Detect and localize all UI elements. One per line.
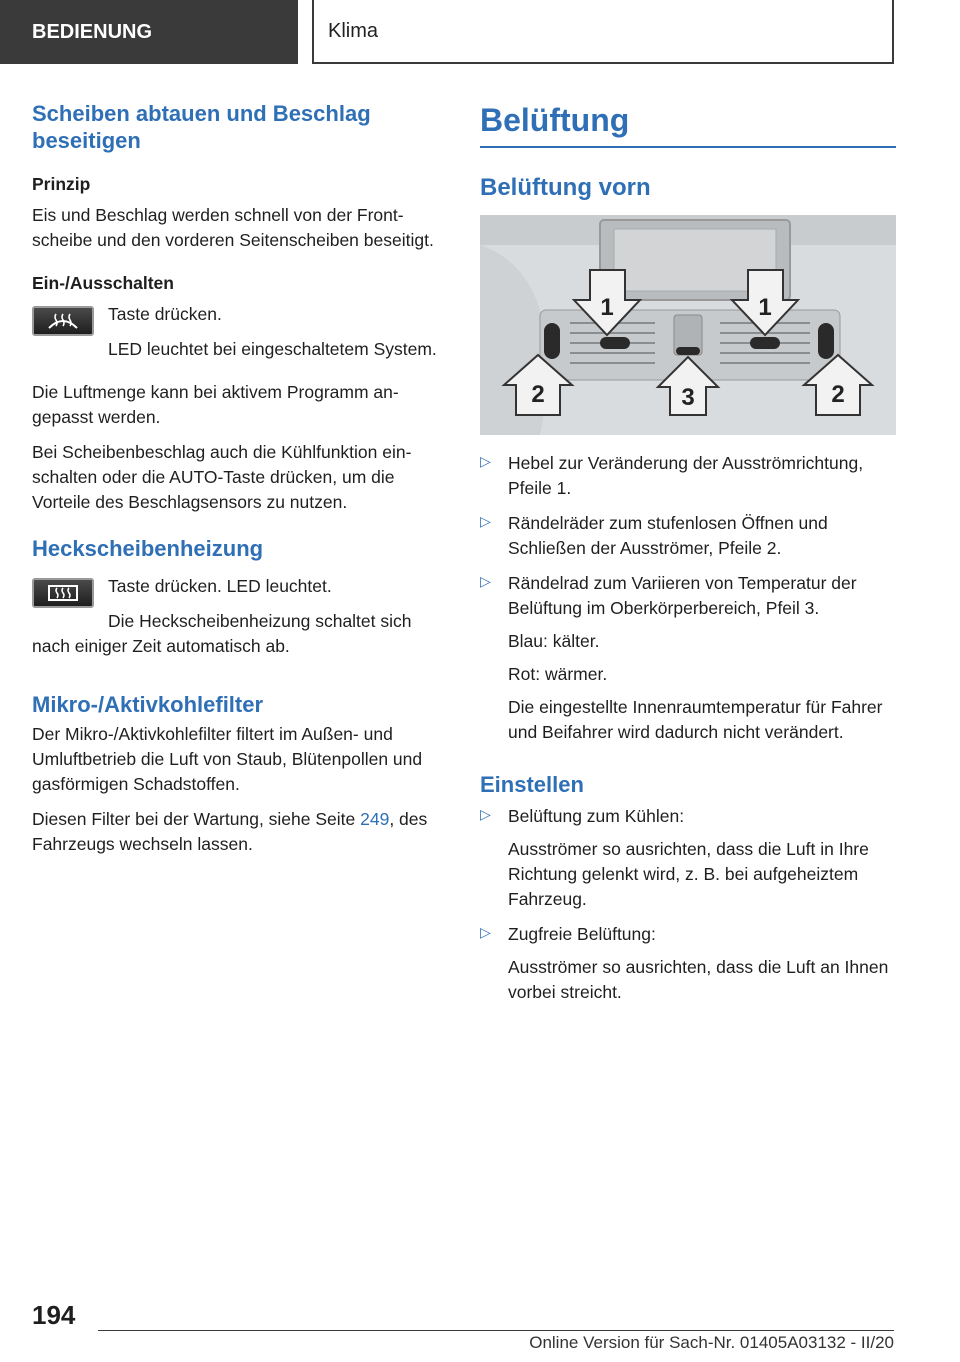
red-note: Rot: wärmer. (508, 664, 608, 684)
front-defrost-button-icon (32, 306, 94, 336)
page-number: 194 (32, 1300, 76, 1330)
triangle-right-icon: ▷ (480, 453, 491, 469)
list-item-text: Belüftung zum Kühlen: (508, 806, 685, 826)
arrow-label-1-right: 1 (758, 294, 772, 321)
filter-service-text (32, 807, 450, 857)
list-item-text: Rändelrad zum Variieren von Temperatur der Belüftung im Oberkörperbereich, Pfeil 3. (508, 573, 857, 618)
list-item-subtext: Ausströmer so ausrichten, dass die Luft an Ihnen vorbei streicht. (508, 957, 889, 1002)
onoff-step2: LED leuchtet bei eingeschaltetem System. (108, 339, 437, 359)
rear-step2: Die Heckscheibenheizung schaltet sich nach einiger Zeit automatisch ab. (32, 611, 412, 656)
list-item-text: Zugfreie Belüftung: (508, 924, 656, 944)
rear-heating-heading: Heckscheibenheizung (32, 536, 264, 561)
right-column (480, 100, 896, 1015)
airflow-text: Die Luftmenge kann bei aktivem Programm angepasst werden. (32, 382, 399, 427)
arrow-label-2-left: 2 (531, 381, 545, 408)
temperature-note: Die eingestellte Innenraumtemperatur für Fahrer und Beifahrer wird dadurch nicht verändert. (508, 697, 883, 742)
blue-note: Blau: kälter. (508, 631, 600, 651)
section-title: BEDIENUNG (32, 20, 153, 43)
filter-heading: Mikro-/Aktivkohlefilter (32, 692, 264, 717)
list-item-text: Hebel zur Veränderung der Ausströmrichtung, Pfeile 1. (508, 453, 864, 498)
footer-version: Online Version für Sach-Nr. 01405A03132 - II/20 (529, 1333, 894, 1352)
rear-defrost-button-icon (32, 578, 94, 608)
list-item (480, 922, 896, 1005)
list-item-subtext: Ausströmer so ausrichten, dass die Luft in Ihre Richtung gelenkt wird, z. B. bei aufgeheiztem Fahrzeug. (508, 839, 869, 909)
triangle-right-icon: ▷ (480, 513, 491, 529)
principle-heading: Prinzip (32, 174, 91, 194)
ventilation-heading: Belüftung (480, 100, 896, 148)
section-tab (0, 0, 298, 64)
chapter-title: Klima (328, 19, 379, 42)
onoff-heading: Ein-/Ausschalten (32, 273, 174, 293)
setting-heading: Einstellen (480, 772, 584, 797)
rear-step1: Taste drücken. LED leuchtet. (108, 576, 332, 596)
triangle-right-icon: ▷ (480, 924, 491, 940)
filter-text: Der Mikro-/Aktivkohlefilter filtert im Außen- und Umluftbetrieb die Luft von Staub, Blütenpollen und gasförmigen Schadstoffen. (32, 724, 423, 794)
list-item (480, 451, 896, 501)
filter-service-post: , des Fahrzeugs wechseln lassen. (32, 809, 428, 854)
list-item-text: Rändelräder zum stufenlosen Öffnen und Schließen der Ausströmer, Pfeile 2. (508, 513, 828, 558)
filter-service-pre: Diesen Filter bei der Wartung, siehe Seite (32, 809, 361, 829)
triangle-right-icon: ▷ (480, 573, 491, 589)
list-item (480, 511, 896, 561)
front-ventilation-heading: Belüftung vorn (480, 174, 651, 201)
list-item (480, 571, 896, 745)
triangle-right-icon: ▷ (480, 806, 491, 822)
page-link-249[interactable]: 249 (360, 809, 390, 829)
arrow-label-1-left: 1 (600, 294, 614, 321)
list-item (480, 804, 896, 912)
footer-divider (98, 1330, 894, 1331)
onoff-step1: Taste drücken. (108, 304, 222, 324)
dashboard-vents-figure (480, 215, 896, 435)
defrost-heading: Scheiben abtauen und Beschlag beseitigen (32, 101, 371, 153)
arrow-label-2-right: 2 (831, 381, 845, 408)
fog-text: Bei Scheibenbeschlag auch die Kühlfunktion einschalten oder die AUTO-Taste drücken, um die Vorteile des Beschlagsensors zu nutzen. (32, 442, 412, 512)
chapter-tab (312, 0, 894, 64)
arrow-label-3: 3 (681, 384, 695, 411)
principle-text: Eis und Beschlag werden schnell von der Frontscheibe und den vorderen Seitenscheiben beseitigt. (32, 205, 434, 250)
left-column (32, 100, 450, 867)
